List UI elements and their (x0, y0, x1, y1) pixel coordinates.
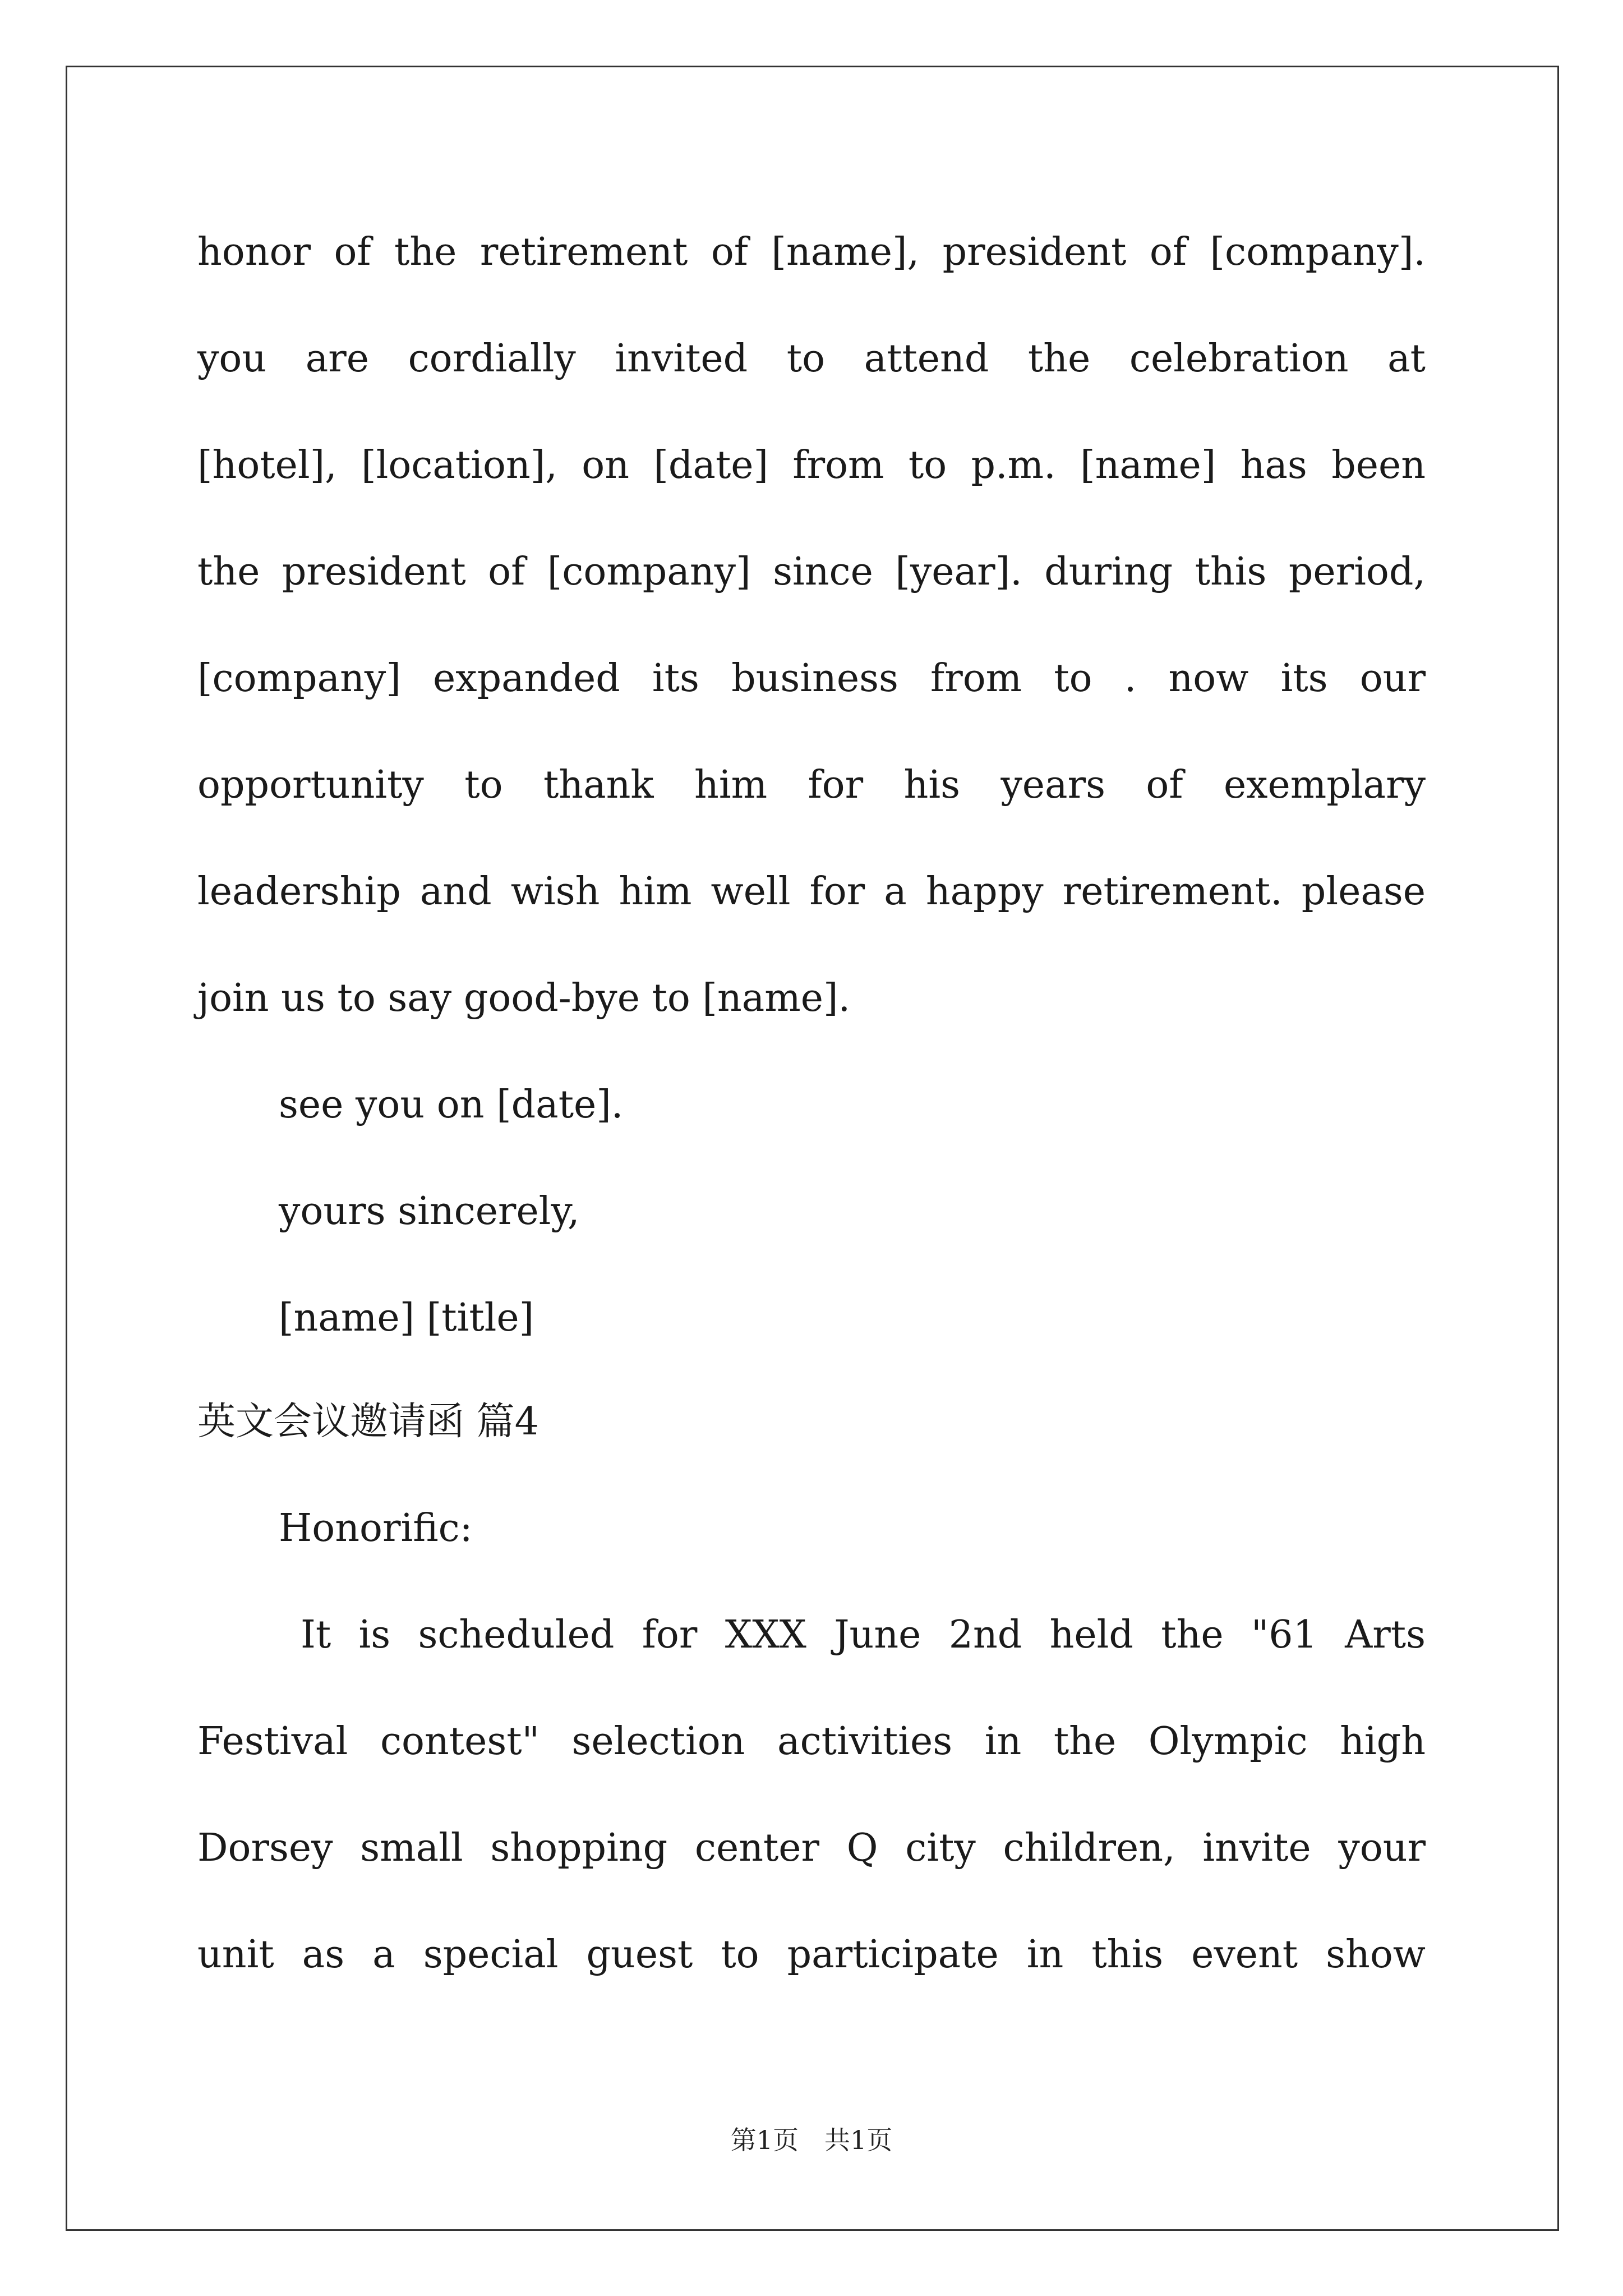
body-line: opportunity to thank him for his years of exemplary (197, 763, 1426, 807)
section-heading: 英文会议邀请函 篇4 (197, 1400, 539, 1444)
closing-line: see you on [date]. (279, 1083, 624, 1127)
body-line: leadership and wish him well for a happy retirement. please (197, 869, 1426, 914)
body-line: you are cordially invited to attend the celebration at (197, 337, 1426, 381)
body-line: Festival contest" selection activities in the Olympic high (197, 1719, 1426, 1764)
page-number-footer: 第1页 共1页 (730, 2125, 893, 2155)
closing-line: yours sincerely, (279, 1189, 580, 1234)
body-line: unit as a special guest to participate in this event show (197, 1932, 1426, 1977)
body-line: the president of [company] since [year]. during this period, (197, 550, 1426, 594)
body-line: [company] expanded its business from to . now its our (197, 656, 1426, 701)
body-line: It is scheduled for XXX June 2nd held the "61 Arts (301, 1613, 1426, 1657)
signature-line: [name] [title] (279, 1296, 534, 1340)
salutation: Honorific: (279, 1506, 473, 1550)
page-frame (66, 66, 1559, 2231)
body-line: join us to say good-bye to [name]. (197, 976, 851, 1020)
body-line: Dorsey small shopping center Q city children, invite your (197, 1826, 1426, 1870)
body-line: honor of the retirement of [name], president of [company]. (197, 230, 1426, 274)
body-line: [hotel], [location], on [date] from to p.m. [name] has been (197, 443, 1426, 487)
